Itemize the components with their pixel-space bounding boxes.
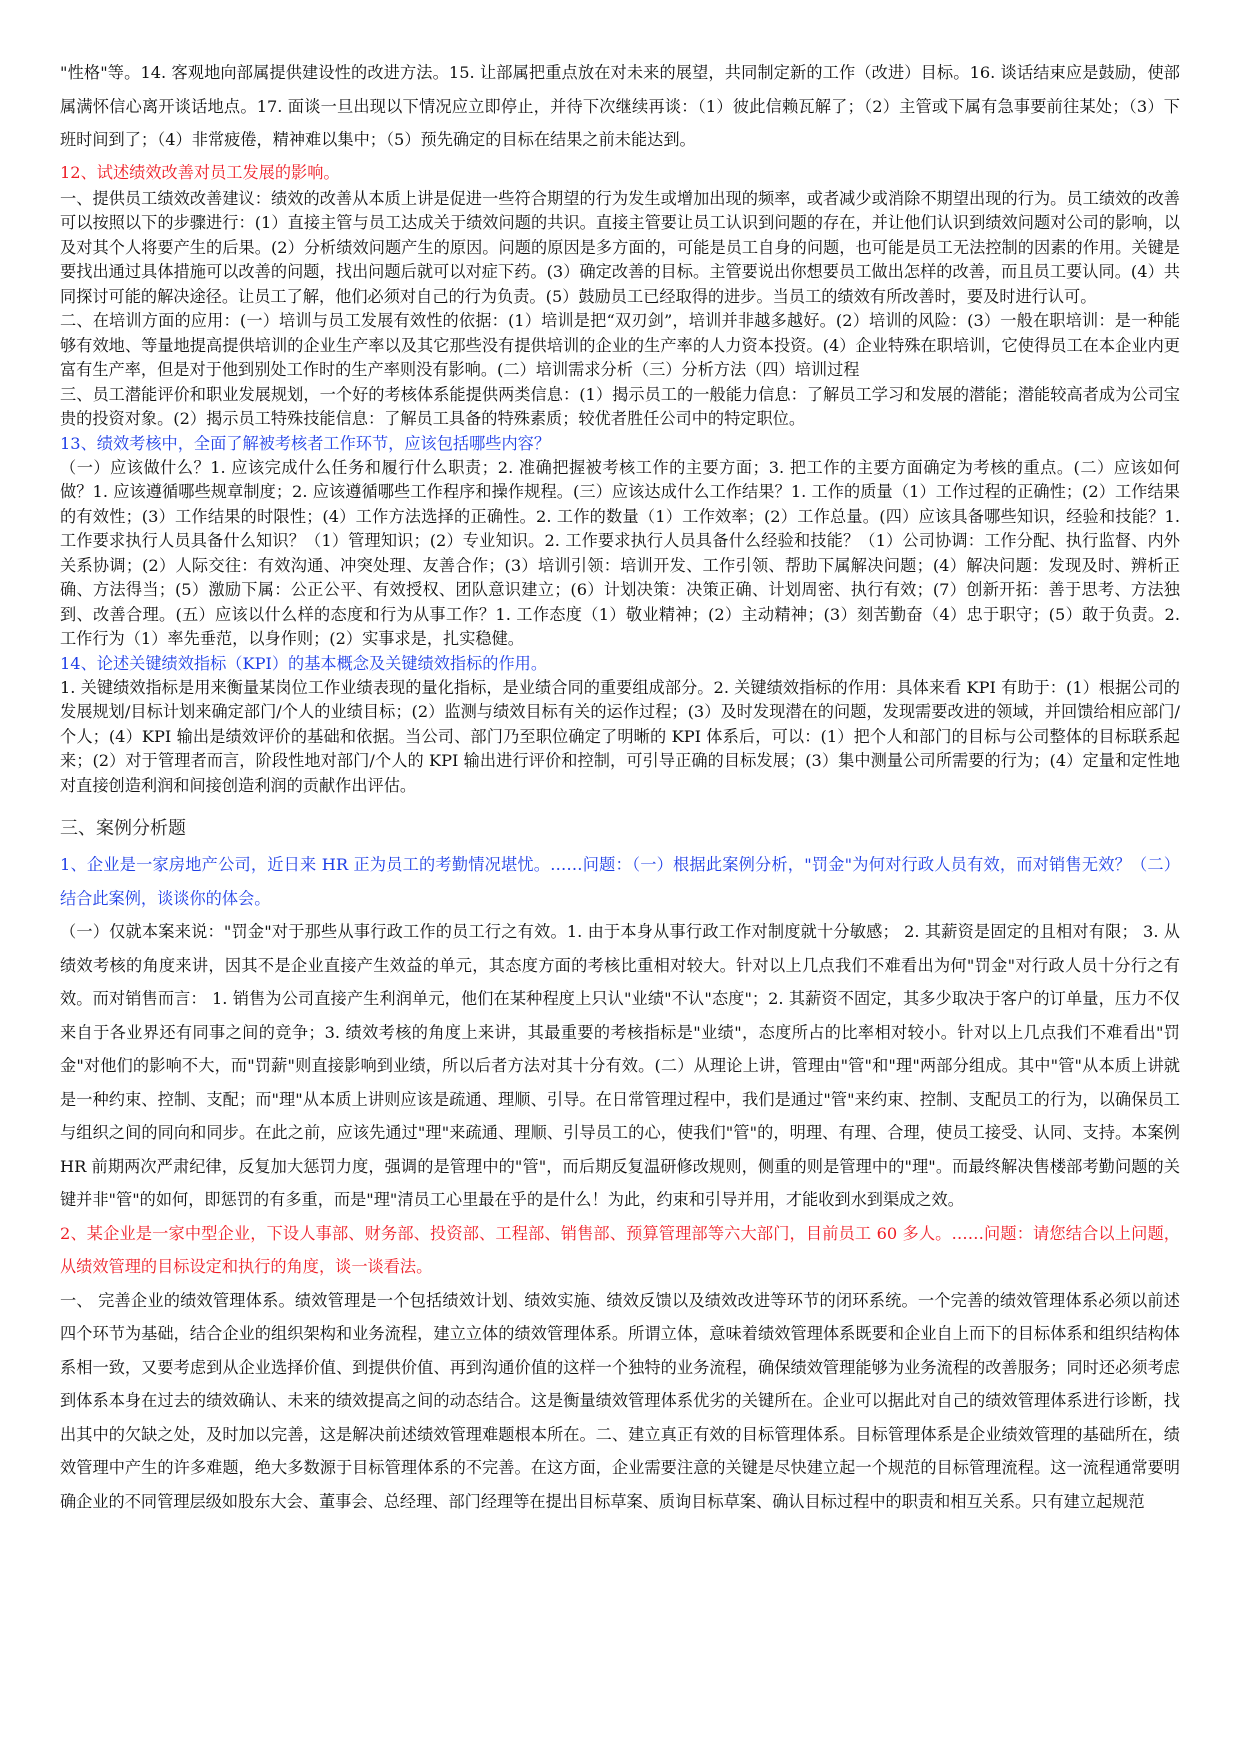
section-heading-case-analysis: 三、案例分析题 <box>60 818 186 839</box>
q12-answer-part-2: 二、在培训方面的应用：(一）培训与员工发展有效性的依据：(1）培训是把“双刃剑”，培训并非越多越好。(2）培训的风险：(3）一般在职培训：是一种能够有效地、等量地提高提供培训的企业生产率以及其它那些没有提供培训的企业的生产率的人力资本投资。(4）企业特殊在职培训，它使得员工在本企业内更富有生产率，但是对于他到别处工作时的生产率则没有影响。(二）培训需求分析（三）分析方法（四）培训过程 <box>60 311 1180 379</box>
case-1-question: 1、企业是一家房地产公司，近日来 HR 正为员工的考勤情况堪忧。……问题：（一）根据此案例分析，"罚金"为何对行政人员有效，而对销售无效？（二）结合此案例，谈谈你的体会。 <box>60 855 1180 908</box>
document-page <box>60 56 1180 1518</box>
question-12: 12、试述绩效改善对员工发展的影响。 <box>60 162 340 182</box>
case-2-answer: 一、 完善企业的绩效管理体系。绩效管理是一个包括绩效计划、绩效实施、绩效反馈以及绩效改进等环节的闭环系统。一个完善的绩效管理体系必须以前述四个环节为基础，结合企业的组织架构和业务流程，建立立体的绩效管理体系。所谓立体，意味着绩效管理体系既要和企业自上而下的目标体系和组织结构体系相一致，又要考虑到从企业选择价值、到提供价值、再到沟通价值的这样一个独特的业务流程，确保绩效管理能够为业务流程的改善服务；同时还必须考虑到体系本身在过去的绩效确认、未来的绩效提高之间的动态结合。这是衡量绩效管理体系优劣的关键所在。企业可以据此对自己的绩效管理体系进行诊断，找出其中的欠缺之处，及时加以完善，这是解决前述绩效管理难题根本所在。二、建立真正有效的目标管理体系。目标管理体系是企业绩效管理的基础所在，绩效管理中产生的许多难题，绝大多数源于目标管理体系的不完善。在这方面，企业需要注意的关键是尽快建立起一个规范的目标管理流程。这一流程通常要明确企业的不同管理层级如股东大会、董事会、总经理、部门经理等在提出目标草案、质询目标草案、确认目标过程中的职责和相互关系。只有建立起规范 <box>60 1290 1180 1511</box>
q12-answer-part-3: 三、员工潜能评价和职业发展规划，一个好的考核体系能提供两类信息：(1）揭示员工的一般能力信息：了解员工学习和发展的潜能；潜能较高者成为公司宝贵的投资对象。(2）揭示员工特殊技能信息：了解员工具备的特殊素质；较优者胜任公司中的特定职位。 <box>60 384 1180 428</box>
q13-answer: （一）应该做什么？1. 应该完成什么任务和履行什么职责；2. 准确把握被考核工作的主要方面；3. 把工作的主要方面确定为考核的重点。(二）应该如何做？1. 应该遵循哪些规章制度；2. 应该遵循哪些工作程序和操作规程。(三）应该达成什么工作结果？1. 工作的质量（1）工作过程的正确性；(2）工作结果的有效性；(3）工作结果的时限性；(4）工作方法选择的正确性。2. 工作的数量（1）工作效率；(2）工作总量。(四）应该具备哪些知识，经验和技能？1. 工作要求执行人员具备什么知识？（1）管理知识；(2）专业知识。2. 工作要求执行人员具备什么经验和技能？（1）公司协调：工作分配、执行监督、内外关系协调；(2）人际交往：有效沟通、冲突处理、友善合作；(3）培训引领：培训开发、工作引领、帮助下属解决问题；(4）解决问题：发现及时、辨析正确、方法得当；(5）激励下属：公正公平、有效授权、团队意识建立；(6）计划决策：决策正确、计划周密、执行有效；(7）创新开拓：善于思考、方法独到、改善合理。(五）应该以什么样的态度和行为从事工作？1. 工作态度（1）敬业精神；(2）主动精神；(3）刻苦勤奋（4）忠于职守；(5）敢于负责。2. 工作行为（1）率先垂范，以身作则；(2）实事求是，扎实稳健。 <box>60 457 1180 648</box>
case-1-answer: （一）仅就本案来说："罚金"对于那些从事行政工作的员工行之有效。1. 由于本身从事行政工作对制度就十分敏感； 2. 其薪资是固定的且相对有限； 3. 从绩效考核的角度来讲，因其不是企业直接产生效益的单元，其态度方面的考核比重相对较大。针对以上几点我们不难看出为何"罚金"对行政人员十分行之有效。而对销售而言： 1. 销售为公司直接产生利润单元，他们在某种程度上只认"业绩"不认"态度"；2. 其薪资不固定，其多少取决于客户的订单量，压力不仅来自于各业界还有同事之间的竞争；3. 绩效考核的角度上来讲，其最重要的考核指标是"业绩"，态度所占的比率相对较小。针对以上几点我们不难看出"罚金"对他们的影响不大，而"罚薪"则直接影响到业绩，所以后者方法对其十分有效。(二）从理论上讲，管理由"管"和"理"两部分组成。其中"管"从本质上讲就是一种约束、控制、支配；而"理"从本质上讲则应该是疏通、理顺、引导。在日常管理过程中，我们是通过"管"来约束、控制、支配员工的行为，以确保员工与组织之间的同向和同步。在此之前，应该先通过"理"来疏通、理顺、引导员工的心，使我们"管"的，明理、有理、合理，使员工接受、认同、支持。本案例 HR 前期两次严肃纪律，反复加大惩罚力度，强调的是管理中的"管"，而后期反复温研修改规则，侧重的则是管理中的"理"。而最终解决售楼部考勤问题的关键并非"管"的如何，即惩罚的有多重，而是"理"清员工心里最在乎的是什么！为此，约束和引导并用，才能收到水到渠成之效。 <box>60 922 1180 1209</box>
top-paragraph: "性格"等。14. 客观地向部属提供建设性的改进方法。15. 让部属把重点放在对未来的展望，共同制定新的工作（改进）目标。16. 谈话结束应是鼓励，使部属满怀信心离开谈话地点。17. 面谈一旦出现以下情况应立即停止，并待下次继续再谈：（1）彼此信赖瓦解了；（2）主管或下属有急事要前往某处；（3）下班时间到了；（4）非常疲倦，精神难以集中；（5）预先确定的目标在结果之前未能达到。 <box>60 63 1180 149</box>
case-2-question: 2、某企业是一家中型企业，下设人事部、财务部、投资部、工程部、销售部、预算管理部等六大部门，目前员工 60 多人。……问题：请您结合以上问题，从绩效管理的目标设定和执行的角度，谈一谈看法。 <box>60 1223 1180 1276</box>
q14-answer: 1. 关键绩效指标是用来衡量某岗位工作业绩表现的量化指标，是业绩合同的重要组成部分。2. 关键绩效指标的作用：具体来看 KPI 有助于：(1）根据公司的发展规划/目标计划来确定部门/个人的业绩目标；(2）监测与绩效目标有关的运作过程；(3）及时发现潜在的问题，发现需要改进的领域，并回馈给相应部门/个人；(4）KPI 输出是绩效评价的基础和依据。当公司、部门乃至职位确定了明晰的 KPI 体系后，可以：(1）把个人和部门的目标与公司整体的目标联系起来；(2）对于管理者而言，阶段性地对部门/个人的 KPI 输出进行评价和控制，可引导正确的目标发展；(3）集中测量公司所需要的行为；(4）定量和定性地对直接创造利润和间接创造利润的贡献作出评估。 <box>60 677 1180 795</box>
q12-answer-part-1: 一、提供员工绩效改善建议：绩效的改善从本质上讲是促进一些符合期望的行为发生或增加出现的频率，或者减少或消除不期望出现的行为。员工绩效的改善可以按照以下的步骤进行：(1）直接主管与员工达成关于绩效问题的共识。直接主管要让员工认识到问题的存在，并让他们认识到绩效问题对公司的影响，以及对其个人将要产生的后果。(2）分析绩效问题产生的原因。问题的原因是多方面的，可能是员工自身的问题，也可能是员工无法控制的因素的作用。关键是要找出通过具体措施可以改善的问题，找出问题后就可以对症下药。(3）确定改善的目标。主管要说出你想要员工做出怎样的改善，而且员工要认同。(4）共同探讨可能的解决途径。让员工了解，他们必须对自己的行为负责。(5）鼓励员工已经取得的进步。当员工的绩效有所改善时，要及时进行认可。 <box>60 188 1180 306</box>
question-14: 14、论述关键绩效指标（KPI）的基本概念及关键绩效指标的作用。 <box>60 653 548 673</box>
question-13: 13、绩效考核中，全面了解被考核者工作环节，应该包括哪些内容？ <box>60 433 551 453</box>
